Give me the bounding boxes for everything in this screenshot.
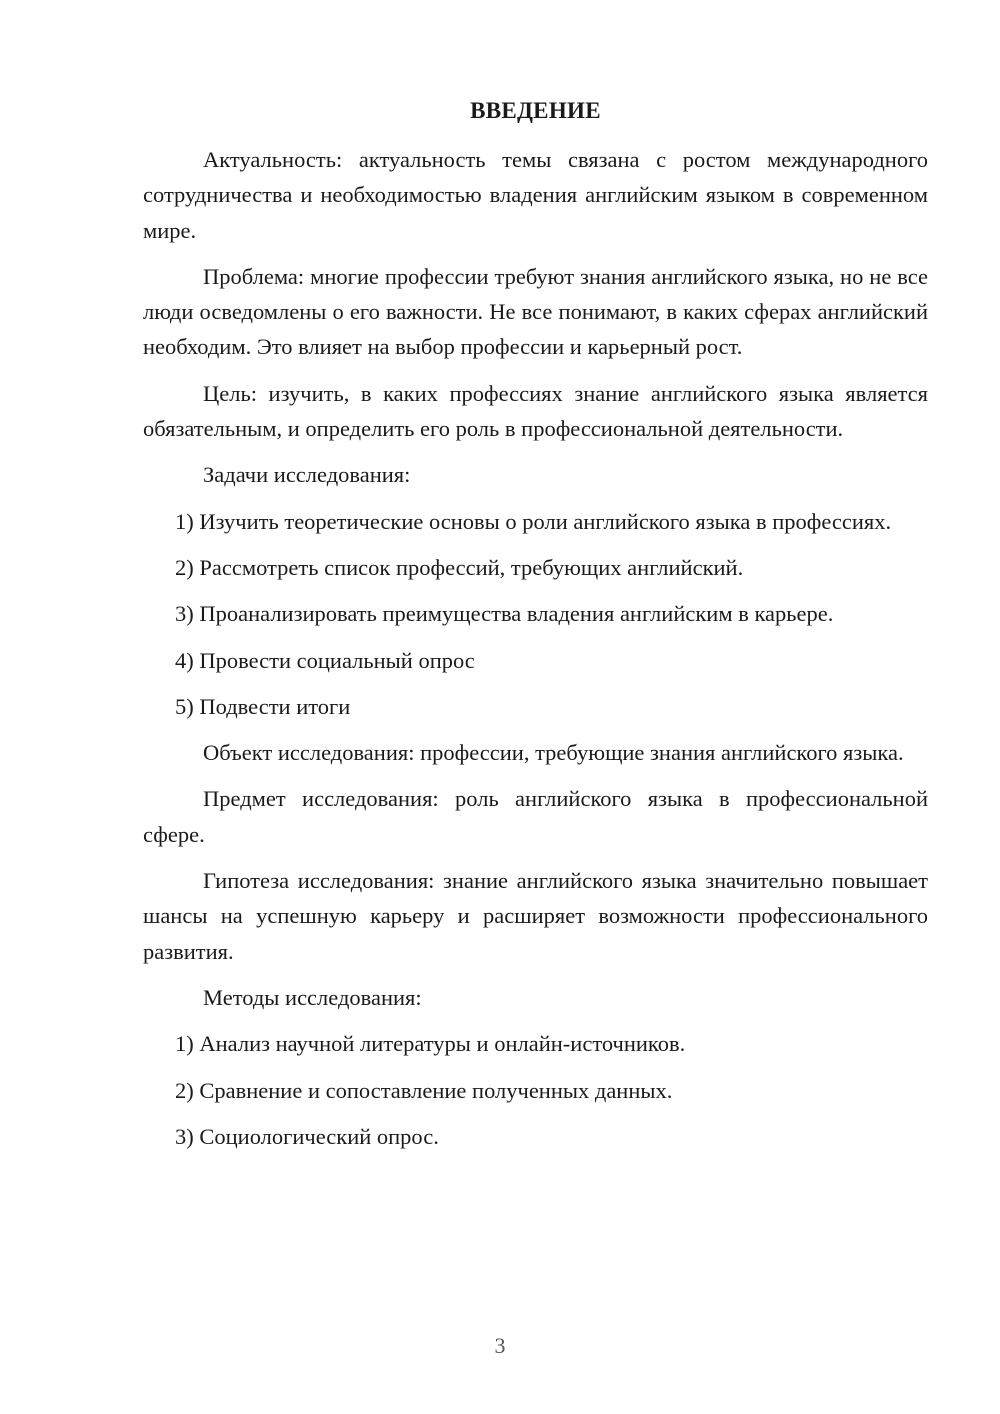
section-title: ВВЕДЕНИЕ	[470, 98, 601, 123]
task-item: 3) Проанализировать преимущества владения английским в карьере.	[175, 601, 834, 627]
paragraph-object: Объект исследования: профессии, требующие знания английского языка.	[203, 740, 904, 766]
paragraph-tasks-heading: Задачи исследования:	[203, 462, 411, 488]
task-item: 2) Рассмотреть список профессий, требующих английский.	[175, 554, 744, 580]
paragraph-methods-heading: Методы исследования:	[203, 984, 422, 1010]
paragraph-problem: Проблема: многие профессии требуют знания английского языка, но не все люди осведомлены о его важности. Не все понимают, в каких сферах английский необходим. Это влияет на выбор профессии и карьерный рост.	[143, 263, 928, 360]
method-item: 2) Сравнение и сопоставление полученных данных.	[175, 1077, 673, 1103]
paragraph-relevance: Актуальность: актуальность темы связана с ростом международного сотрудничества и необходимостью владения английским языком в современном мире.	[143, 147, 928, 243]
task-item: 1) Изучить теоретические основы о роли английского языка в профессиях.	[175, 508, 892, 534]
paragraph-hypothesis: Гипотеза исследования: знание английского языка значительно повышает шансы на успешную карьеру и расширяет возможности профессионального развития.	[143, 868, 928, 964]
method-item: 3) Социологический опрос.	[175, 1123, 439, 1149]
method-item: 1) Анализ научной литературы и онлайн-источников.	[175, 1031, 686, 1057]
task-item: 4) Провести социальный опрос	[175, 647, 475, 673]
task-item: 5) Подвести итоги	[175, 693, 351, 719]
paragraph-goal: Цель: изучить, в каких профессиях знание английского языка является обязательным, и определить его роль в профессиональной деятельности.	[143, 380, 928, 442]
document-body	[143, 142, 928, 1165]
page-number: 3	[494, 1333, 506, 1358]
paragraph-subject: Предмет исследования: роль английского языка в профессиональной сфере.	[143, 786, 928, 847]
